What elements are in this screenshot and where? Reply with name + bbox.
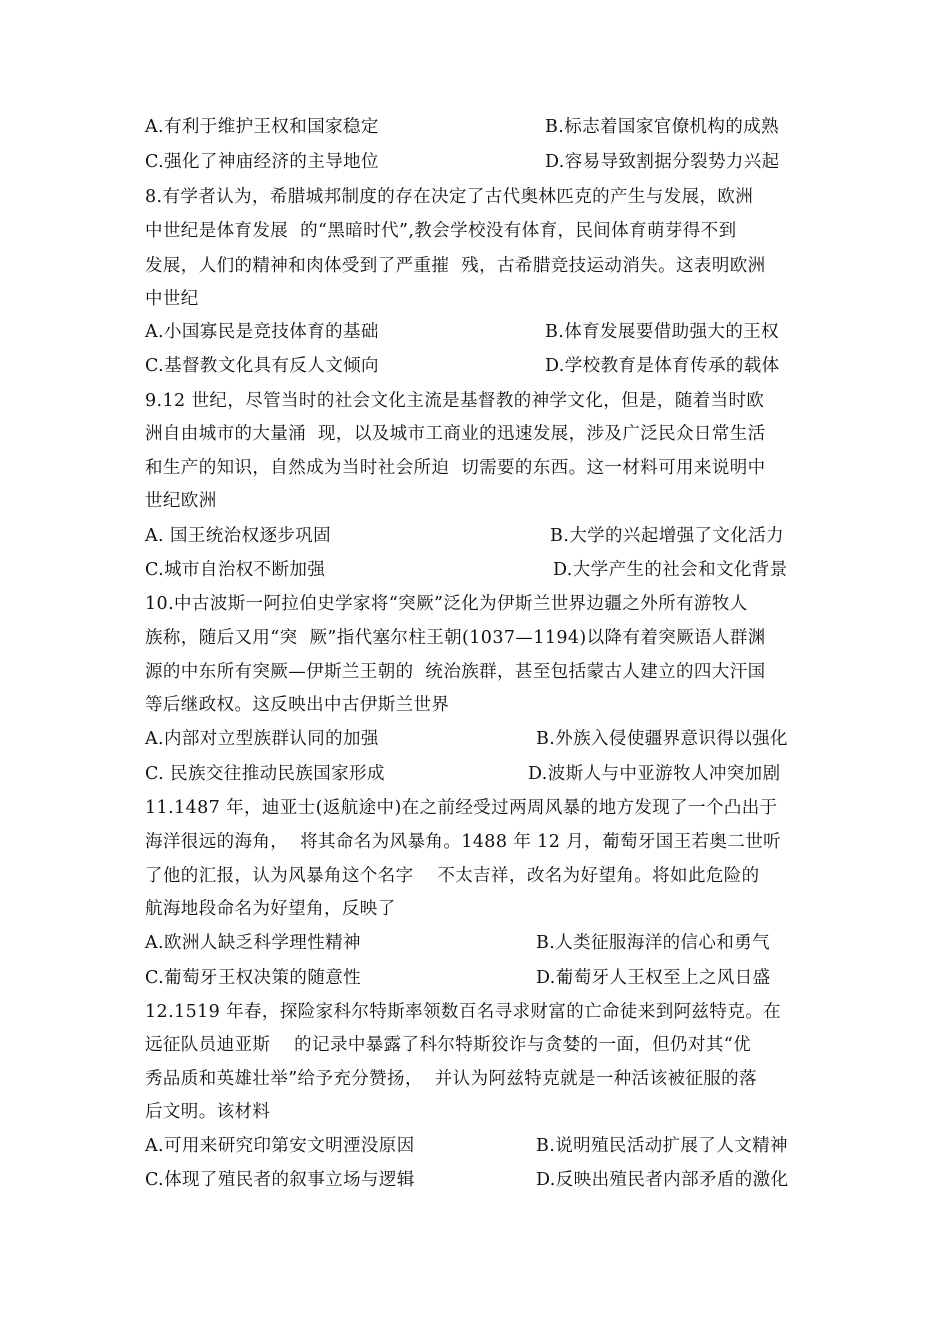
q11-option-c: C.葡萄牙王权决策的随意性 xyxy=(145,968,362,988)
q11-stem-line-3: 了他的汇报，认为风暴角这个名字 不太吉祥，改名为好望角。将如此危险的 xyxy=(145,866,760,886)
q12-option-d: D.反映出殖民者内部矛盾的激化 xyxy=(536,1170,789,1190)
q9-stem-line-2: 洲自由城市的大量涌 现，以及城市工商业的迅速发展，涉及广泛民众日常生活 xyxy=(145,424,766,444)
q8-stem-line-3: 发展，人们的精神和肉体受到了严重摧 残，古希腊竞技运动消失。这表明欧洲 xyxy=(145,256,766,276)
q10-option-a: A.内部对立型族群认同的加强 xyxy=(145,729,379,749)
q10-stem-line-2: 族称，随后又用“突 厥”指代塞尔柱王朝(1037—1194)以降有着突厥语人群渊 xyxy=(145,628,766,648)
q11-option-a: A.欧洲人缺乏科学理性精神 xyxy=(145,933,361,953)
q11-option-d: D.葡萄牙人王权至上之风日盛 xyxy=(536,968,771,988)
q9-stem-line-3: 和生产的知识，自然成为当时社会所迫 切需要的东西。这一材料可用来说明中 xyxy=(145,458,766,478)
q8-option-a: A.小国寡民是竞技体育的基础 xyxy=(145,322,379,342)
q9-option-d: D.大学产生的社会和文化背景 xyxy=(553,560,788,580)
q8-option-d: D.学校教育是体育传承的载体 xyxy=(545,356,780,376)
q7-option-b: B.标志着国家官僚机构的成熟 xyxy=(545,117,780,137)
q10-stem-line-4: 等后继政权。这反映出中古伊斯兰世界 xyxy=(145,695,450,715)
q9-stem-line-1: 9.12 世纪，尽管当时的社会文化主流是基督教的神学文化，但是，随着当时欧 xyxy=(145,391,765,411)
q9-option-b: B.大学的兴起增强了文化活力 xyxy=(550,526,785,546)
q12-stem-line-4: 后文明。该材料 xyxy=(145,1102,271,1122)
q8-option-b: B.体育发展要借助强大的王权 xyxy=(545,322,780,342)
q9-option-c: C.城市自治权不断加强 xyxy=(145,560,326,580)
q8-option-c: C.基督教文化具有反人文倾向 xyxy=(145,356,379,376)
q10-option-d: D.波斯人与中亚游牧人冲突加剧 xyxy=(528,764,781,784)
q11-stem-line-1: 11.1487 年，迪亚士(返航途中)在之前经受过两周风暴的地方发现了一个凸出于 xyxy=(145,798,778,818)
q10-stem-line-1: 10.中古波斯一阿拉伯史学家将“突厥”泛化为伊斯兰世界边疆之外所有游牧人 xyxy=(145,594,748,614)
q9-stem-line-4: 世纪欧洲 xyxy=(145,491,217,511)
q10-stem-line-3: 源的中东所有突厥—伊斯兰王朝的 统治族群，甚至包括蒙古人建立的四大汗国 xyxy=(145,662,766,682)
q8-stem-line-1: 8.有学者认为，希腊城邦制度的存在决定了古代奥林匹克的产生与发展，欧洲 xyxy=(145,187,754,207)
q10-option-c: C. 民族交往推动民族国家形成 xyxy=(145,764,385,784)
q8-stem-line-2: 中世纪是体育发展 的“黑暗时代”,教会学校没有体育，民间体育萌芽得不到 xyxy=(145,221,737,241)
q7-option-a: A.有利于维护王权和国家稳定 xyxy=(145,117,379,137)
q12-stem-line-1: 12.1519 年春，探险家科尔特斯率领数百名寻求财富的亡命徒来到阿兹特克。在 xyxy=(145,1002,782,1022)
q11-option-b: B.人类征服海洋的信心和勇气 xyxy=(536,933,771,953)
q10-option-b: B.外族入侵使疆界意识得以强化 xyxy=(536,729,788,749)
q11-stem-line-4: 航海地段命名为好望角，反映了 xyxy=(145,899,396,919)
q12-option-c: C.体现了殖民者的叙事立场与逻辑 xyxy=(145,1170,415,1190)
q8-stem-line-4: 中世纪 xyxy=(145,289,199,309)
q9-option-a: A. 国王统治权逐步巩固 xyxy=(145,526,332,546)
q12-option-a: A.可用来研究印第安文明湮没原因 xyxy=(145,1136,415,1156)
q7-option-d: D.容易导致割据分裂势力兴起 xyxy=(545,152,780,172)
q12-stem-line-2: 远征队员迪亚斯 的记录中暴露了科尔特斯狡诈与贪婪的一面，但仍对其“优 xyxy=(145,1035,751,1055)
q12-stem-line-3: 秀品质和英雄壮举”给予充分赞扬， 并认为阿兹特克就是一种活该被征服的落 xyxy=(145,1069,757,1089)
q11-stem-line-2: 海洋很远的海角， 将其命名为风暴角。1488 年 12 月，葡萄牙国王若奥二世听 xyxy=(145,832,782,852)
q7-option-c: C.强化了神庙经济的主导地位 xyxy=(145,152,379,172)
q12-option-b: B.说明殖民活动扩展了人文精神 xyxy=(536,1136,788,1156)
